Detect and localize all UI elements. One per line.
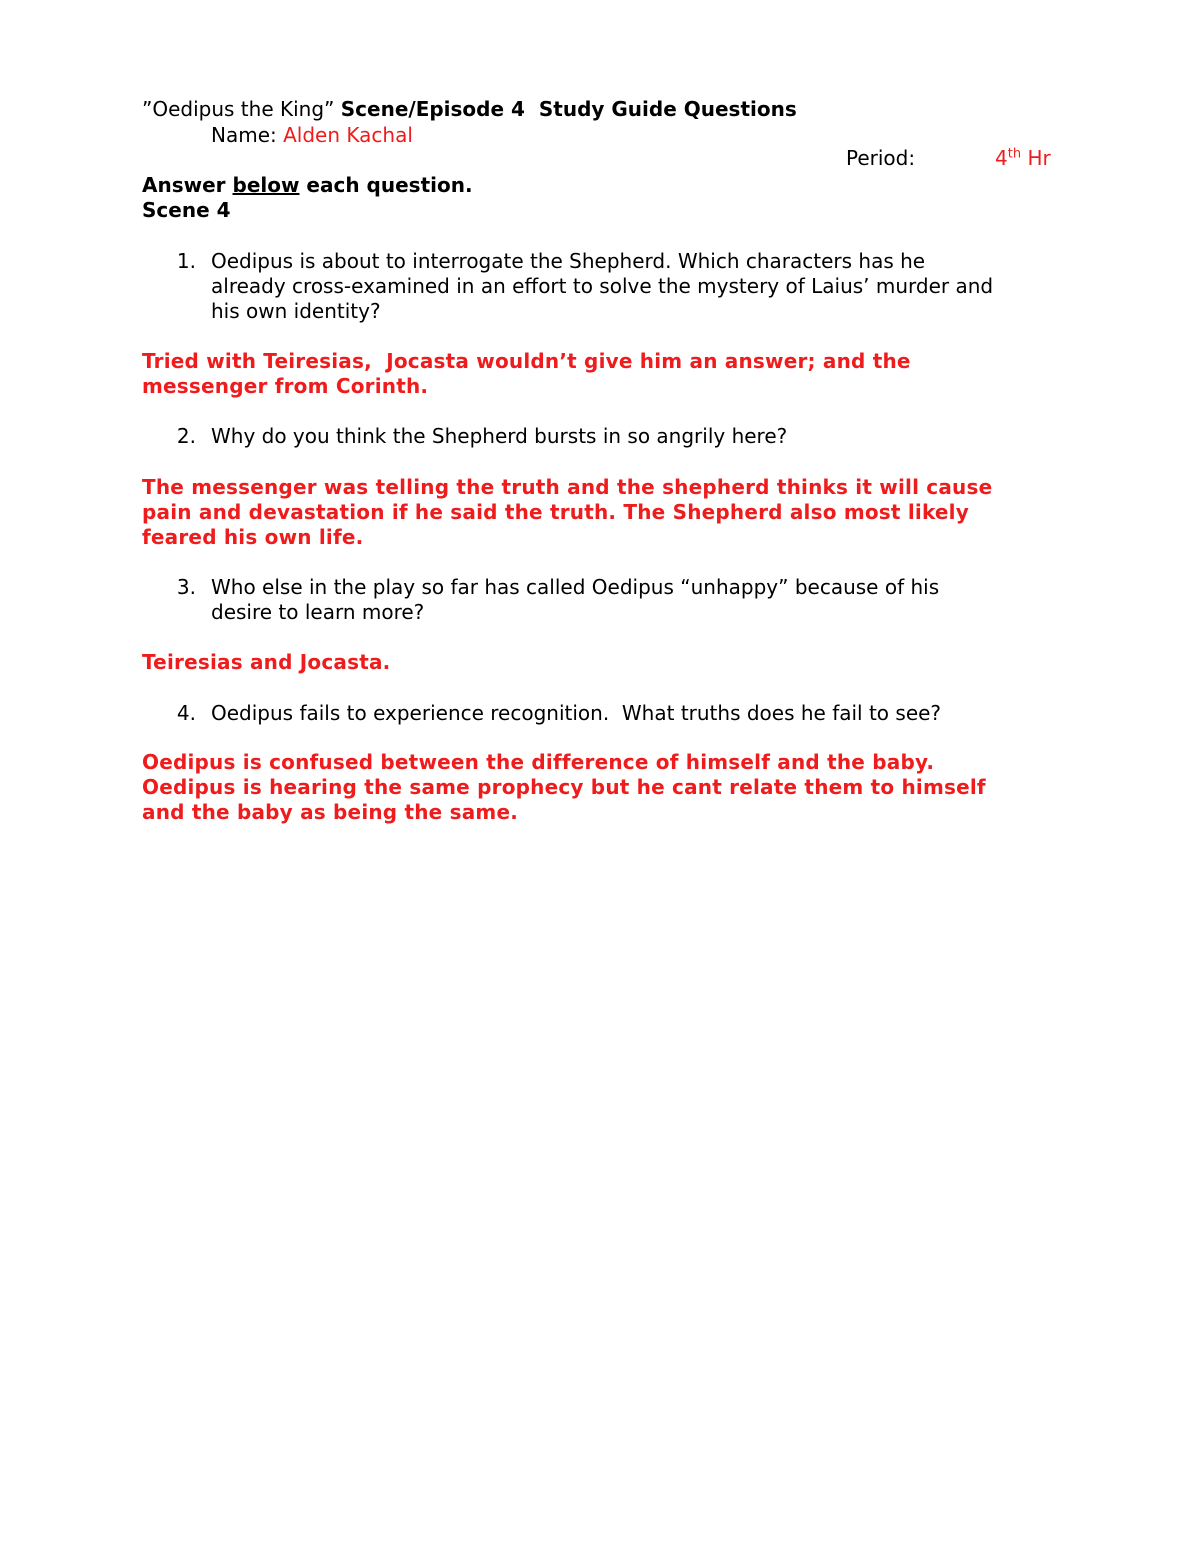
answer-line: pain and devastation if he said the truth. The Shepherd also most likely [142, 500, 969, 524]
title-episode: Scene/Episode 4 Study Guide Questions [340, 97, 797, 121]
title-play-name: ”Oedipus the King” [142, 97, 335, 121]
student-name-line [211, 123, 413, 148]
answer-text [142, 750, 1062, 825]
name-value: Alden Kachal [283, 123, 413, 147]
question-line: Why do you think the Shepherd bursts in so angrily here? [211, 424, 788, 448]
period-value [995, 146, 1051, 171]
answer-line: Oedipus is confused between the difference of himself and the baby. [142, 750, 935, 774]
instructions-underlined: below [232, 173, 300, 197]
scene-heading: Scene 4 [142, 198, 231, 222]
answer-text [142, 650, 1062, 675]
period-label: Period: [846, 146, 916, 170]
question-line: Oedipus is about to interrogate the Shepherd. Which characters has he [211, 249, 926, 273]
question-line: his own identity? [211, 299, 381, 323]
question-text [211, 249, 1071, 324]
answer-text [142, 475, 1062, 550]
answer-line: messenger from Corinth. [142, 374, 429, 398]
period-ordinal: th [1007, 146, 1022, 162]
question-number: 2. [176, 424, 196, 448]
question-line: desire to learn more? [211, 600, 425, 624]
document-title [142, 97, 797, 122]
question-line: Who else in the play so far has called Oedipus “unhappy” because of his [211, 575, 940, 599]
answer-line: Tried with Teiresias, Jocasta wouldn’t give him an answer; and the [142, 349, 911, 373]
instructions [142, 173, 473, 198]
answer-line: The messenger was telling the truth and the shepherd thinks it will cause [142, 475, 993, 499]
period-suffix: Hr [1027, 146, 1051, 170]
answer-line: Oedipus is hearing the same prophecy but he cant relate them to himself [142, 775, 986, 799]
answer-line: Teiresias and Jocasta. [142, 650, 391, 674]
instructions-prefix: Answer [142, 173, 226, 197]
question-text [211, 424, 1071, 449]
question-line: already cross-examined in an effort to solve the mystery of Laius’ murder and [211, 274, 994, 298]
period-number: 4 [995, 146, 1008, 170]
answer-line: feared his own life. [142, 525, 364, 549]
question-number: 4. [176, 701, 196, 725]
question-text [211, 575, 1071, 625]
instructions-suffix: each question. [306, 173, 473, 197]
question-text [211, 701, 1071, 726]
name-label: Name: [211, 123, 277, 147]
answer-line: and the baby as being the same. [142, 800, 519, 824]
question-number: 1. [176, 249, 196, 273]
answer-text [142, 349, 1062, 399]
question-line: Oedipus fails to experience recognition. What truths does he fail to see? [211, 701, 942, 725]
question-number: 3. [176, 575, 196, 599]
